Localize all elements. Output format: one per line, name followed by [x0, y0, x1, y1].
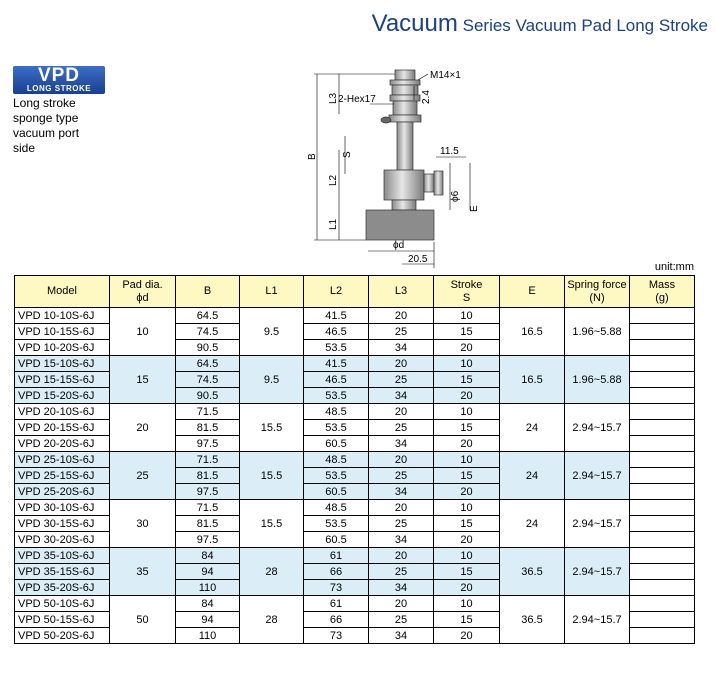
- l3-cell: 25: [369, 324, 434, 340]
- dim-11-5-label: 11.5: [440, 146, 459, 157]
- pad-dia-cell: 50: [110, 596, 176, 644]
- l2-cell: 61: [304, 548, 369, 564]
- table-row: [15, 308, 695, 324]
- l2-cell: 41.5: [304, 356, 369, 372]
- e-cell: 36.5: [500, 548, 565, 596]
- model-cell: VPD 20-10S-6J: [15, 404, 110, 420]
- title-main: Vacuum: [371, 10, 458, 37]
- l2-cell: 53.5: [304, 468, 369, 484]
- l2-cell: 60.5: [304, 484, 369, 500]
- e-cell: 36.5: [500, 596, 565, 644]
- stroke-cell: 20: [434, 340, 500, 356]
- e-cell: 24: [500, 500, 565, 548]
- stroke-cell: 15: [434, 420, 500, 436]
- l2-cell: 53.5: [304, 388, 369, 404]
- l2-cell: 53.5: [304, 516, 369, 532]
- l2-cell: 73: [304, 580, 369, 596]
- l3-cell: 34: [369, 436, 434, 452]
- mass-cell: [630, 548, 695, 564]
- spring-force-cell: 2.94~15.7: [565, 452, 630, 500]
- l3-label: L3: [328, 92, 339, 104]
- l3-cell: 20: [369, 404, 434, 420]
- stroke-cell: 15: [434, 372, 500, 388]
- l2-cell: 73: [304, 628, 369, 644]
- e-label: E: [469, 205, 480, 212]
- spring-force-cell: 2.94~15.7: [565, 500, 630, 548]
- stroke-cell: 10: [434, 404, 500, 420]
- dimension-drawing: [290, 64, 520, 274]
- spec-table-body: [15, 308, 695, 644]
- mass-cell: [630, 516, 695, 532]
- b-cell: 64.5: [176, 308, 240, 324]
- model-cell: VPD 25-10S-6J: [15, 452, 110, 468]
- pad-dia-cell: 30: [110, 500, 176, 548]
- pad-dia-cell: 15: [110, 356, 176, 404]
- stroke-cell: 20: [434, 628, 500, 644]
- pad-dia-cell: 20: [110, 404, 176, 452]
- model-cell: VPD 15-15S-6J: [15, 372, 110, 388]
- stroke-cell: 10: [434, 596, 500, 612]
- stroke-cell: 20: [434, 436, 500, 452]
- pad-dia-cell: 25: [110, 452, 176, 500]
- model-cell: VPD 20-20S-6J: [15, 436, 110, 452]
- description-line: side: [13, 141, 36, 155]
- table-row: [15, 596, 695, 612]
- l1-cell: 9.5: [240, 356, 304, 404]
- b-cell: 97.5: [176, 484, 240, 500]
- mass-cell: [630, 420, 695, 436]
- stroke-cell: 15: [434, 612, 500, 628]
- b-cell: 74.5: [176, 372, 240, 388]
- l1-cell: 15.5: [240, 452, 304, 500]
- model-cell: VPD 25-15S-6J: [15, 468, 110, 484]
- l3-cell: 20: [369, 452, 434, 468]
- mass-cell: [630, 388, 695, 404]
- e-cell: 16.5: [500, 308, 565, 356]
- l3-cell: 25: [369, 564, 434, 580]
- col-header-l3: L3: [369, 276, 434, 308]
- stroke-cell: 10: [434, 452, 500, 468]
- col-header-l2: L2: [304, 276, 369, 308]
- l2-cell: 48.5: [304, 452, 369, 468]
- mass-cell: [630, 452, 695, 468]
- stroke-cell: 10: [434, 308, 500, 324]
- l2-cell: 66: [304, 564, 369, 580]
- col-header-spring-force: Spring force (N): [565, 276, 630, 308]
- col-header-mass: Mass (g): [630, 276, 695, 308]
- col-header-stroke: Stroke S: [434, 276, 500, 308]
- stroke-cell: 10: [434, 356, 500, 372]
- b-cell: 97.5: [176, 436, 240, 452]
- badge-subtitle: LONG STROKE: [26, 84, 92, 93]
- mass-cell: [630, 564, 695, 580]
- pad-dia-cell: 35: [110, 548, 176, 596]
- mass-cell: [630, 372, 695, 388]
- stroke-cell: 20: [434, 532, 500, 548]
- table-row: [15, 548, 695, 564]
- spec-table: [14, 275, 695, 644]
- title-rest: Series Vacuum Pad Long Stroke: [462, 16, 708, 35]
- mass-cell: [630, 500, 695, 516]
- spring-force-cell: 2.94~15.7: [565, 596, 630, 644]
- stroke-cell: 15: [434, 516, 500, 532]
- badge-code: VPD: [37, 65, 81, 86]
- table-row: [15, 500, 695, 516]
- mass-cell: [630, 308, 695, 324]
- stroke-cell: 10: [434, 500, 500, 516]
- spring-force-cell: 2.94~15.7: [565, 548, 630, 596]
- stroke-cell: 20: [434, 484, 500, 500]
- l3-cell: 34: [369, 484, 434, 500]
- col-header-l1: L1: [240, 276, 304, 308]
- l1-cell: 9.5: [240, 308, 304, 356]
- b-cell: 94: [176, 612, 240, 628]
- l3-cell: 20: [369, 500, 434, 516]
- model-cell: VPD 50-10S-6J: [15, 596, 110, 612]
- l2-cell: 48.5: [304, 500, 369, 516]
- l2-cell: 66: [304, 612, 369, 628]
- l2-cell: 53.5: [304, 420, 369, 436]
- e-cell: 24: [500, 404, 565, 452]
- description-line: sponge type: [13, 111, 79, 125]
- model-cell: VPD 50-20S-6J: [15, 628, 110, 644]
- l2-cell: 60.5: [304, 436, 369, 452]
- l3-cell: 25: [369, 420, 434, 436]
- b-cell: 97.5: [176, 532, 240, 548]
- b-cell: 110: [176, 580, 240, 596]
- mass-cell: [630, 484, 695, 500]
- mass-cell: [630, 580, 695, 596]
- col-header-b: B: [176, 276, 240, 308]
- l1-cell: 28: [240, 548, 304, 596]
- page-title: [372, 10, 708, 38]
- l3-cell: 25: [369, 612, 434, 628]
- table-row: [15, 356, 695, 372]
- mass-cell: [630, 404, 695, 420]
- mass-cell: [630, 324, 695, 340]
- l3-cell: 20: [369, 308, 434, 324]
- model-cell: VPD 10-15S-6J: [15, 324, 110, 340]
- b-cell: 110: [176, 628, 240, 644]
- spring-force-cell: 1.96~5.88: [565, 308, 630, 356]
- model-cell: VPD 15-10S-6J: [15, 356, 110, 372]
- l2-cell: 60.5: [304, 532, 369, 548]
- b-label: B: [307, 153, 318, 160]
- l2-cell: 53.5: [304, 340, 369, 356]
- mass-cell: [630, 340, 695, 356]
- series-badge: [13, 66, 105, 94]
- stroke-cell: 15: [434, 468, 500, 484]
- model-cell: VPD 20-15S-6J: [15, 420, 110, 436]
- b-cell: 71.5: [176, 404, 240, 420]
- s-label: S: [342, 151, 353, 158]
- mass-cell: [630, 628, 695, 644]
- l2-cell: 48.5: [304, 404, 369, 420]
- l3-cell: 20: [369, 548, 434, 564]
- l3-cell: 34: [369, 628, 434, 644]
- model-cell: VPD 35-15S-6J: [15, 564, 110, 580]
- b-cell: 81.5: [176, 468, 240, 484]
- model-cell: VPD 30-15S-6J: [15, 516, 110, 532]
- b-cell: 90.5: [176, 340, 240, 356]
- b-cell: 64.5: [176, 356, 240, 372]
- l3-cell: 20: [369, 356, 434, 372]
- l2-cell: 46.5: [304, 324, 369, 340]
- l1-cell: 15.5: [240, 404, 304, 452]
- b-cell: 94: [176, 564, 240, 580]
- hex-label: 2-Hex17: [338, 94, 376, 105]
- model-cell: VPD 35-10S-6J: [15, 548, 110, 564]
- mass-cell: [630, 596, 695, 612]
- model-cell: VPD 15-20S-6J: [15, 388, 110, 404]
- phi6-label: ϕ6: [450, 190, 461, 202]
- l3-cell: 34: [369, 532, 434, 548]
- l1-cell: 15.5: [240, 500, 304, 548]
- thread-label: M14×1: [430, 70, 461, 81]
- b-cell: 84: [176, 548, 240, 564]
- l2-cell: 61: [304, 596, 369, 612]
- stroke-cell: 20: [434, 388, 500, 404]
- l2-label: L2: [328, 174, 339, 186]
- unit-label: unit:mm: [654, 261, 694, 273]
- l3-cell: 34: [369, 580, 434, 596]
- model-cell: VPD 50-15S-6J: [15, 612, 110, 628]
- l2-cell: 41.5: [304, 308, 369, 324]
- l2-cell: 46.5: [304, 372, 369, 388]
- b-cell: 81.5: [176, 516, 240, 532]
- l1-label: L1: [328, 218, 339, 230]
- mass-cell: [630, 468, 695, 484]
- l3-cell: 25: [369, 516, 434, 532]
- table-row: [15, 404, 695, 420]
- b-cell: 71.5: [176, 500, 240, 516]
- b-cell: 81.5: [176, 420, 240, 436]
- b-cell: 71.5: [176, 452, 240, 468]
- pad-dia-cell: 10: [110, 308, 176, 356]
- b-cell: 90.5: [176, 388, 240, 404]
- mass-cell: [630, 612, 695, 628]
- spring-force-cell: 1.96~5.88: [565, 356, 630, 404]
- model-cell: VPD 25-20S-6J: [15, 484, 110, 500]
- b-cell: 84: [176, 596, 240, 612]
- stroke-cell: 10: [434, 548, 500, 564]
- model-cell: VPD 30-10S-6J: [15, 500, 110, 516]
- table-header-row: [15, 276, 695, 308]
- e-cell: 16.5: [500, 356, 565, 404]
- mass-cell: [630, 356, 695, 372]
- e-cell: 24: [500, 452, 565, 500]
- description-line: vacuum port: [13, 126, 80, 140]
- model-cell: VPD 10-10S-6J: [15, 308, 110, 324]
- table-row: [15, 452, 695, 468]
- l3-cell: 25: [369, 468, 434, 484]
- l3-cell: 20: [369, 596, 434, 612]
- l1-cell: 28: [240, 596, 304, 644]
- col-header-pad-dia: Pad dia. ϕd: [110, 276, 176, 308]
- l3-cell: 25: [369, 372, 434, 388]
- stroke-cell: 15: [434, 324, 500, 340]
- series-description: [13, 96, 123, 156]
- model-cell: VPD 10-20S-6J: [15, 340, 110, 356]
- model-cell: VPD 35-20S-6J: [15, 580, 110, 596]
- model-cell: VPD 30-20S-6J: [15, 532, 110, 548]
- dim-20-5-label: 20.5: [408, 254, 428, 265]
- b-cell: 74.5: [176, 324, 240, 340]
- phid-label: ϕd: [393, 240, 405, 251]
- mass-cell: [630, 532, 695, 548]
- spring-force-cell: 2.94~15.7: [565, 404, 630, 452]
- l3-cell: 34: [369, 340, 434, 356]
- stroke-cell: 15: [434, 564, 500, 580]
- l3-cell: 34: [369, 388, 434, 404]
- col-header-e: E: [500, 276, 565, 308]
- stroke-cell: 20: [434, 580, 500, 596]
- description-line: Long stroke: [13, 96, 76, 110]
- col-header-model: Model: [15, 276, 110, 308]
- dim-2-4-label: 2.4: [421, 90, 432, 104]
- mass-cell: [630, 436, 695, 452]
